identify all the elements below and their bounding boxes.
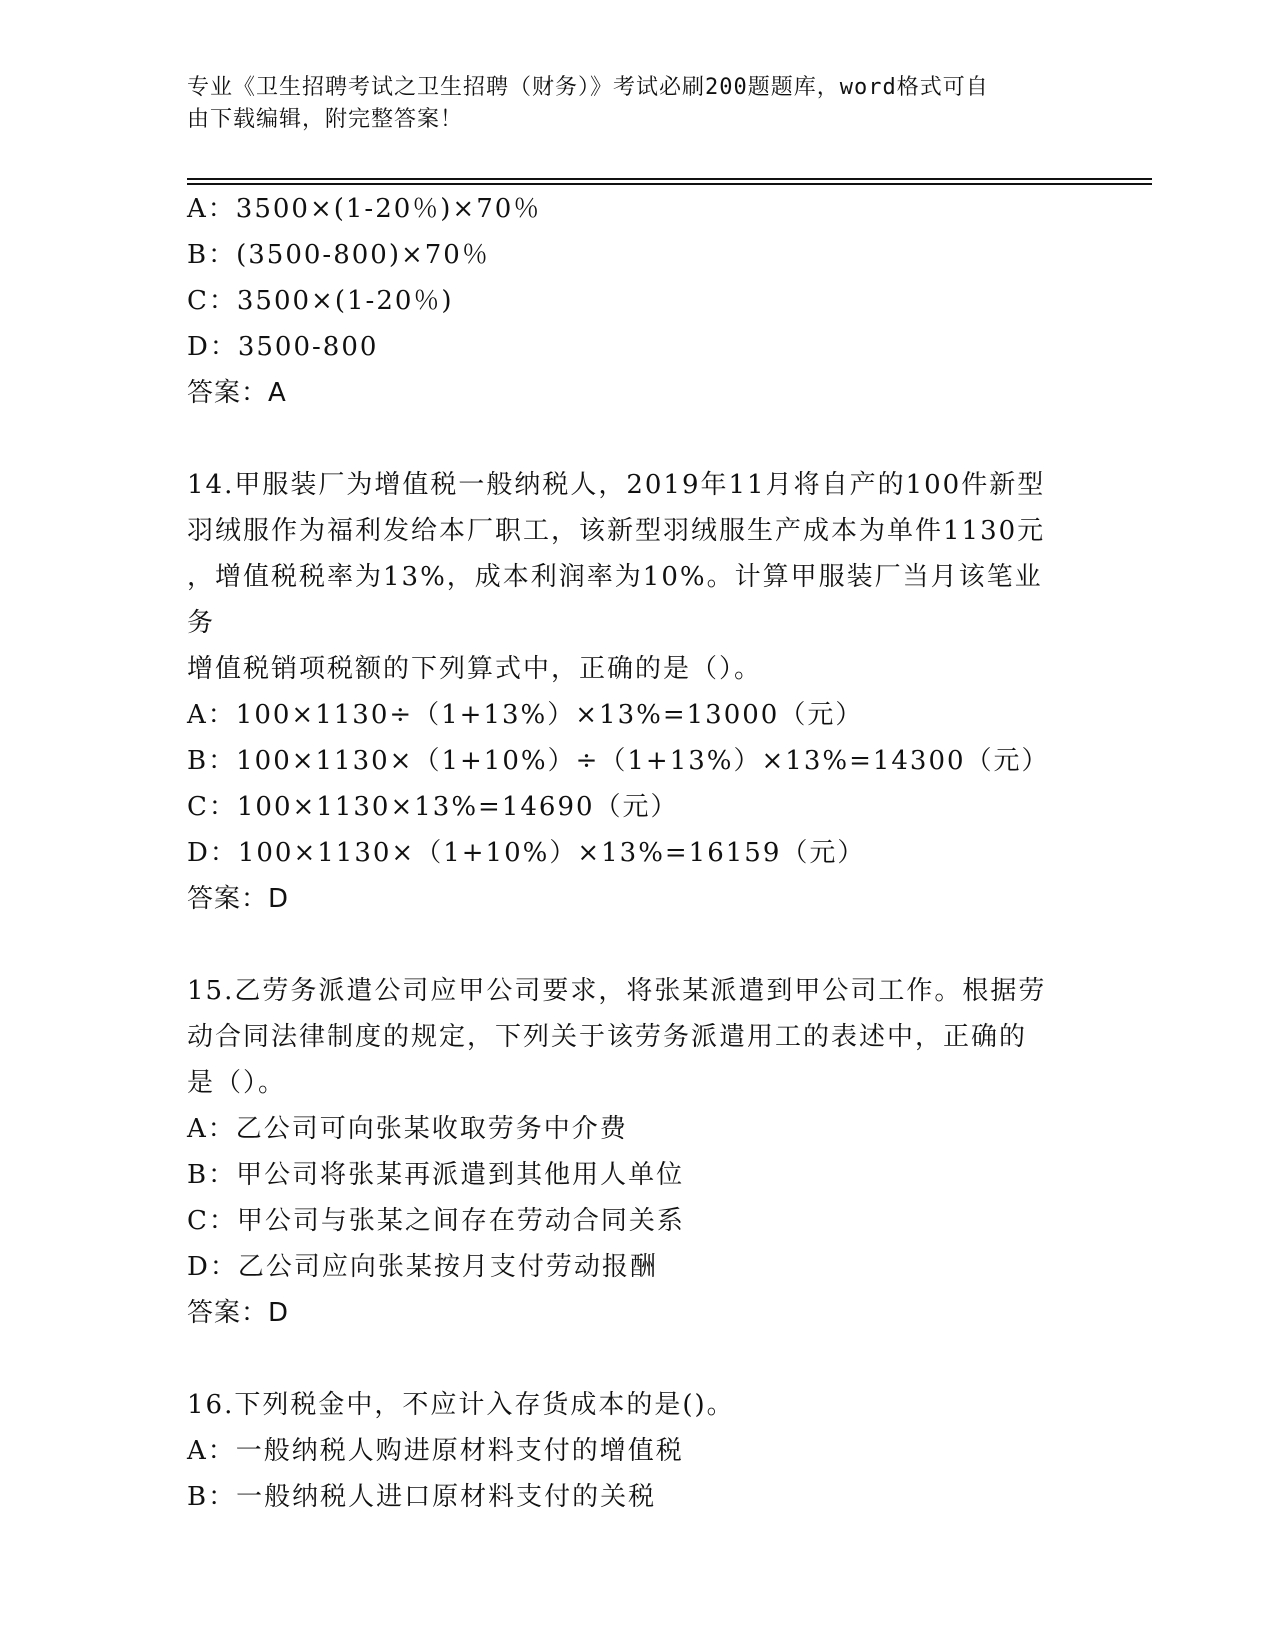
question-stem-line: 动合同法律制度的规定，下列关于该劳务派遣用工的表述中，正确的 [187, 1022, 1028, 1052]
option-b: B：一般纳税人进口原材料支付的关税 [187, 1482, 657, 1512]
option-b: B：(3500-800)×70％ [187, 240, 490, 270]
option-a: A：3500×(1-20％)×70％ [187, 194, 542, 224]
question-15 [187, 968, 1067, 1336]
header-rule-bottom [187, 183, 1152, 185]
answer: 答案：D [187, 884, 290, 914]
option-c: C：甲公司与张某之间存在劳动合同关系 [187, 1206, 685, 1236]
question-stem-line: 16.下列税金中，不应计入存货成本的是()。 [187, 1390, 735, 1420]
option-b: B：100×1130×（1+10%）÷（1+13%）×13%=14300（元） [187, 746, 1050, 776]
option-a: A：乙公司可向张某收取劳务中介费 [187, 1114, 628, 1144]
header-line-2: 由下载编辑，附完整答案！ [187, 107, 464, 132]
question-stem-line: 增值税销项税额的下列算式中，正确的是（）。 [187, 654, 763, 684]
question-stem-line: 15.乙劳务派遣公司应甲公司要求，将张某派遣到甲公司工作。根据劳 [187, 976, 1047, 1006]
answer: 答案：D [187, 1298, 290, 1328]
document-header [187, 72, 1067, 136]
question-stem-line: 羽绒服作为福利发给本厂职工，该新型羽绒服生产成本为单件1130元 [187, 516, 1046, 546]
header-line-1: 专业《卫生招聘考试之卫生招聘（财务）》考试必刷200题题库，word格式可自 [187, 75, 989, 100]
question-stem-line: ，增值税税率为13%，成本利润率为10%。计算甲服装厂当月该笔业务 [187, 562, 1043, 638]
option-d: D：3500-800 [187, 332, 379, 362]
answer: 答案：A [187, 378, 287, 408]
option-c: C：3500×(1-20％) [187, 286, 454, 316]
option-d: D：100×1130×（1+10%）×13%=16159（元） [187, 838, 866, 868]
question-content [187, 186, 1067, 1520]
spacer [187, 1336, 1067, 1382]
option-b: B：甲公司将张某再派遣到其他用人单位 [187, 1160, 685, 1190]
option-d: D：乙公司应向张某按月支付劳动报酬 [187, 1252, 658, 1282]
spacer [187, 416, 1067, 462]
option-c: C：100×1130×13%=14690（元） [187, 792, 679, 822]
option-a: A：100×1130÷（1+13%）×13%=13000（元） [187, 700, 864, 730]
spacer [187, 922, 1067, 968]
question-stem-line: 14.甲服装厂为增值税一般纳税人，2019年11月将自产的100件新型 [187, 470, 1046, 500]
question-14 [187, 462, 1067, 922]
question-16 [187, 1382, 1067, 1520]
question-13 [187, 186, 1067, 416]
question-stem-line: 是（）。 [187, 1068, 287, 1098]
option-a: A：一般纳税人购进原材料支付的增值税 [187, 1436, 684, 1466]
header-rule-top [187, 178, 1152, 180]
